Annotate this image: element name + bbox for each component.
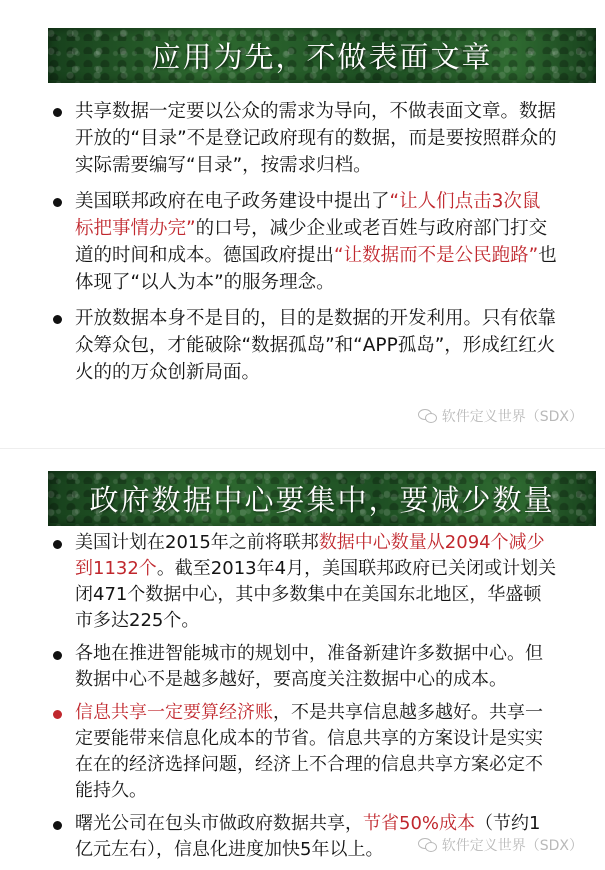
title-banner xyxy=(48,471,596,526)
bullet-text: 美国联邦政府在电子政务建设中提出了“让人们点击3次鼠标把事情办完”的口号，减少企业或老百姓与政府部门打交道的时间和成本。德国政府提出“让数据而不是公民跑路”也体现了“以人为本”的服务理念。 xyxy=(75,191,557,293)
bullet-item xyxy=(48,305,558,386)
bullet-dot-icon xyxy=(53,198,62,207)
bullet-dot-icon xyxy=(53,821,62,830)
slide-2 xyxy=(0,448,605,858)
bullet-item xyxy=(48,700,558,804)
bullet-text: 美国计划在2015年之前将联邦数据中心数量从2094个减少到1132个。截至2013年4月，美国联邦政府已关闭或计划关闭471个数据中心，其中多数集中在美国东北地区，华盛顿市多达225个。 xyxy=(75,532,557,631)
bullet-item xyxy=(48,641,558,693)
watermark xyxy=(418,835,583,855)
highlight-text: “让数据而不是公民跑路” xyxy=(334,245,539,266)
highlight-text: 数据中心数量从2094个减少到1132个 xyxy=(75,532,545,579)
watermark-text: 软件定义世界（SDX） xyxy=(441,409,583,425)
bullet-dot-icon xyxy=(53,540,62,549)
bullet-dot-icon xyxy=(53,710,62,719)
highlight-text: 信息共享一定要算经济账 xyxy=(75,702,273,723)
highlight-text: “让人们点击3次鼠标把事情办完” xyxy=(75,191,541,239)
bullet-text: 各地在推进智能城市的规划中，准备新建许多数据中心。但数据中心不是越多越好，要高度关注数据中心的成本。 xyxy=(75,643,543,690)
slide-title: 政府数据中心要集中，要减少数量 xyxy=(89,483,555,517)
watermark xyxy=(418,406,583,426)
bullet-list xyxy=(48,530,558,870)
bullet-item xyxy=(48,98,558,179)
bullet-text: 开放数据本身不是目的，目的是数据的开发利用。只有依靠众筹众包，才能破除“数据孤岛”和“APP孤岛”，形成红红火火的的万众创新局面。 xyxy=(75,308,557,383)
slide-title: 应用为先，不做表面文章 xyxy=(151,40,493,74)
wechat-icon xyxy=(418,838,438,852)
wechat-icon xyxy=(418,409,438,423)
bullet-item xyxy=(48,530,558,634)
bullet-text: 共享数据一定要以公众的需求为导向，不做表面文章。数据开放的“目录”不是登记政府现有的数据，而是要按照群众的实际需要编写“目录”，按需求归档。 xyxy=(75,101,557,176)
bullet-text: 曙光公司在包头市做政府数据共享，节省50%成本（节约1亿元左右），信息化进度加快5年以上。 xyxy=(75,813,541,860)
bullet-dot-icon xyxy=(53,108,62,117)
bullet-dot-icon xyxy=(53,651,62,660)
watermark-text: 软件定义世界（SDX） xyxy=(441,838,583,854)
bullet-list xyxy=(48,98,558,395)
highlight-text: 节省50%成本 xyxy=(363,813,476,834)
bullet-item xyxy=(48,188,558,296)
bullet-text: 信息共享一定要算经济账，不是共享信息越多越好。共享一定要能带来信息化成本的节省。信息共享的方案设计是实实在在的经济选择问题，经济上不合理的信息共享方案必定不能持久。 xyxy=(75,702,543,801)
bullet-dot-icon xyxy=(53,315,62,324)
title-banner xyxy=(48,28,596,83)
